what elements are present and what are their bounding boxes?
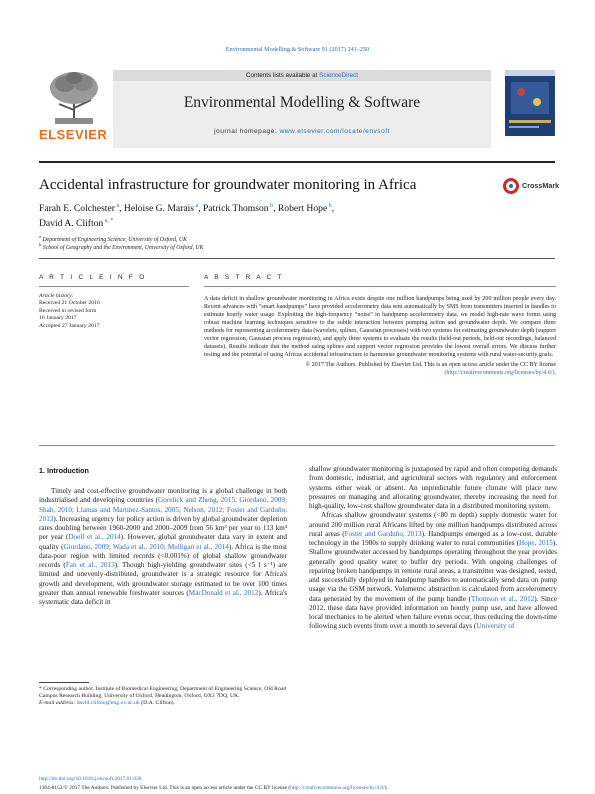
affiliation-b: $^b$ School of Geography and the Environment, University of Oxford, UK [39,242,204,251]
article-history [39,293,189,330]
corresponding-author-footnote: * Corresponding author. Institute of Biomedical Engineering, Department of Engineering Science, Old Road Campus Research Building, University of Oxford, Headington, Oxford, OX3 7DQ, UK. E-mail address: david.clifton@eng.ox.ac.uk (D.A. Clifton). [39,686,287,707]
affiliation-rule [39,258,555,259]
author-affiliation-link[interactable]: a [114,203,120,209]
affiliation-a: $^a$ Department of Engineering Science, University of Oxford, UK [39,234,187,243]
body-text: shallow groundwater monitoring is juxtaposed by rapid and often competing demands from domestic, industrial, and agricultural sectors with regulatory and enforcement systems either weak or absent. An unpredictable future climate will place new pressures on managing and allocating groundwater, thereby increasing the need for high-quality, low-cost shallow groundwater data in a distributed monitoring system. [309,465,557,510]
body-text: ). Increasing urgency for policy action is driven by global groundwater depletion rates doubling between 1960-2000 and 2000–2009 from 56 km³ per year to 113 km³ per year ( [39,514,287,542]
author-email-link[interactable]: david.clifton@eng.ox.ac.uk [76,700,140,707]
author-name: Farah E. Colchester [39,203,115,215]
citation-link[interactable]: Hope, 2015 [518,539,553,547]
body-paragraph [39,487,287,607]
history-heading: Article history: [39,293,74,299]
body-text: ). Since 2012, these data have provided information on hourly pump use, and have allowed local mechanics to be alerted when failure events occur, thus reducing the down-time following such events from over a month to several days ( [309,594,557,631]
journal-title: Environmental Modelling & Software [183,94,421,111]
contents-prefix: Contents lists available at [245,72,320,79]
authors-line-1: Farah E. Colchester $^a$, Heloise G. Marais $^a$, Patrick Thomson $^b$, Robert Hope $^b$, [39,203,335,215]
citation-link[interactable]: Doell et al., 2014 [68,533,121,542]
footer-license-link[interactable]: http://creativecommons.org/licenses/by/4.0/ [290,785,385,791]
abstract [204,295,556,377]
body-text: ). Africa's systematic data deficit in [39,588,287,606]
running-head[interactable]: Environmental Modelling & Software 91 (2017) 241–250 [225,46,370,53]
section-heading-introduction: 1. Introduction [39,466,89,475]
journal-homepage [113,128,491,135]
abstract-end-rule [39,445,555,446]
body-text: ). However, global groundwater data vary in extent and quality ( [39,533,287,551]
homepage-label: journal homepage: [214,128,280,135]
citation-link[interactable]: MacDonald et al., 2012 [188,588,259,597]
history-item: Received in revised form [39,307,97,314]
article-title: Accidental infrastructure for groundwater monitoring in Africa [39,177,417,193]
doi-link[interactable]: http://dx.doi.org/10.1016/j.envsoft.2017.01.026 [39,776,142,782]
abstract-rule [204,286,556,287]
elsevier-logo[interactable] [39,70,107,148]
authors-line-2 [39,215,479,230]
abstract-text: A data deficit in shallow groundwater monitoring in Africa exists despite one million handpumps being used by 200 million people every day. Recent advances with “smart handpumps” have provided accelerometry data sent automatically by SMS from transmitters inserted in handles to estimate hourly water usage. Exploiting the high-frequency “noise” in handpump accelerometry data, we model high-rate wave forms using robust machine learning techniques sensitive to the subtle interaction between pumping action and groundwater depth. We compare three methods for representing accelerometry data (wavelets, splines, Gaussian processes) with two systems for estimating groundwater depth (support vector regression, Gaussian process regression), and apply three systems to evaluate the results (held-out periods, held-out recordings, balanced datasets). Results indicate that the method using splines and support vector regression provides the lowest overall errors. We discuss further testing and the potential of using Africas accidental infrastructure to harmonise groundwater monitoring systems with rural water-security goals. [204,296,556,358]
homepage-link[interactable]: www.elsevier.com/locate/envsoft [279,128,390,135]
crossmark-label: CrossMark [522,181,560,190]
body-paragraph [309,511,557,631]
author-name: , Heloise G. Marais [119,203,194,215]
author-name: David A. Clifton [39,218,104,230]
crossmark-icon [503,178,519,194]
citation-link[interactable]: Foster and Garduño, 2013 [344,529,422,538]
body-paragraph [309,465,557,511]
author-name: , Robert Hope [273,203,328,215]
journal-masthead [39,70,555,158]
abstract-copyright: © 2017 The Authors. Published by Elsevier Ltd. This is an open access article under the CC BY license (http://creativecommons.org/licenses/by/4.0/). [305,362,556,376]
author-affiliation-link[interactable]: b [327,203,332,209]
footnote-rule [39,682,89,683]
body-text: ). Though high-yielding groundwater sites (<5 l s⁻¹) are limited and unevenly-distributed, groundwater is a strategic resource for Africa's growth and development, with groundwater storage estimated to be over 100 times greater than annual renewable freshwater sources ( [39,561,288,597]
masthead-rule [39,161,555,163]
citation-link[interactable]: Giordano, 2009; Wada et al., 2010; Mulligan et al., 2014 [63,542,229,551]
publisher-name: ELSEVIER [39,127,108,142]
author-affiliation-link[interactable]: a [193,203,199,209]
body-text: Africas shallow groundwater systems (<80 m depth) supply domestic water for around 200 million rural Africans lifted by one million handpumps distributed across rural areas ( [309,511,557,538]
body-text: ). Handpumps emerged as a low-cost, durable technology in the 1980s to supply drinking water to rural communities ( [309,529,557,547]
issn-line: 1364-8152/© 2017 The Authors. Published by Elsevier Ltd. This is an open access article under the CC BY license (http://creativecommons.org/licenses/by/4.0/). [39,785,388,791]
citation-link[interactable]: Fan et al., 2013 [65,561,115,569]
body-text: ). Africa is the most data-poor region with limited records (<0.001%) of global shallow groundwater records ( [39,542,287,569]
author-name: , Patrick Thomson [198,203,269,215]
author-affiliation-link[interactable]: b [268,203,274,209]
author-affiliation-link[interactable]: a, * [103,218,114,225]
sciencedirect-link[interactable]: ScienceDirect [319,72,358,79]
journal-cover-thumbnail[interactable] [505,70,555,136]
abstract-label: A B S T R A C T [204,274,284,281]
history-item: Accepted 27 January 2017 [39,322,100,329]
body-text: ). Shallow groundwater accessed by handpumps operating throughout the year provides generally good quality water to buffer dry periods. With ongoing challenges of repairing broken handpumps in remote rural areas, a transmitter was designed, tested, and successfully deployed in handpump handles to automatically send data on pump usage via the GSM network. Volumetric abstraction is calculated from accelerometry data generated by the movement of the pump handle ( [309,539,557,603]
elsevier-tree-icon [47,70,101,126]
citation-link[interactable]: Gorelick and Zheng, 2015; Giordano, 2009; Shah, 2010; Llamas and Martínez-Santos, 2005; Nelson, 2012; Foster and Garduño, 2013 [39,496,287,523]
history-item: Received 21 October 2016 [39,300,100,307]
citation-link[interactable]: University of [476,622,515,631]
body-column-right [309,465,557,632]
contents-line [113,70,491,81]
crossmark-badge[interactable] [503,178,560,200]
article-info-label: A R T I C L E I N F O [39,274,147,281]
license-link[interactable]: (http://creativecommons.org/licenses/by/4.0/). [444,370,556,376]
author-list [39,200,479,230]
article-info-rule [39,286,189,287]
citation-link[interactable]: Thomson et al., 2012 [471,594,535,603]
body-column-left [39,487,287,607]
body-text: Timely and cost-effective groundwater monitoring is a global challenge in both industrialised and developing countries ( [39,487,287,505]
history-item: 16 January 2017 [39,315,77,322]
